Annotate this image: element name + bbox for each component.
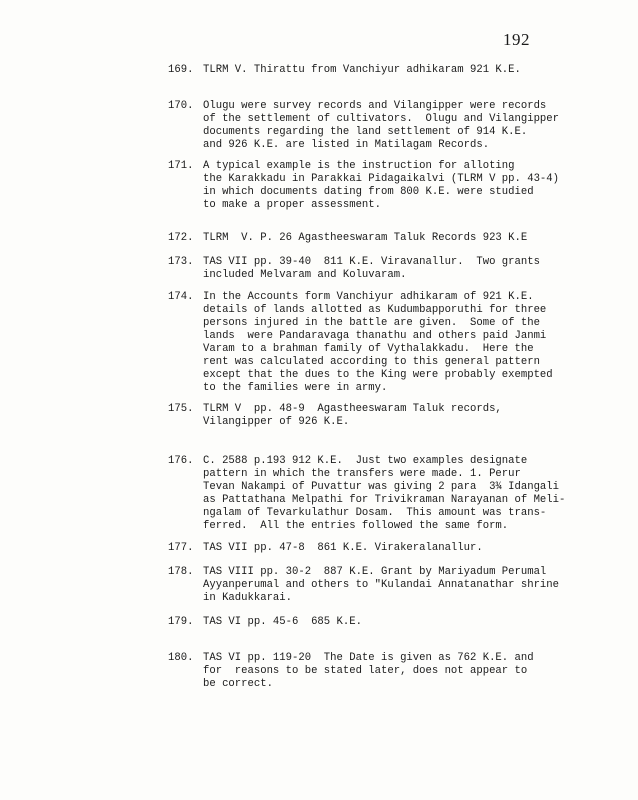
note-line: TLRM V pp. 48-9 Agastheeswaram Taluk records, (203, 403, 502, 415)
note-line: TLRM V. Thirattu from Vanchiyur adhikaram 921 K.E. (203, 64, 521, 76)
note-text (203, 652, 603, 691)
note-line: to the families were in army. (203, 382, 388, 394)
note-number: 176. (168, 455, 194, 467)
note-line: rent was calculated according to this general pattern (203, 356, 540, 368)
note-line: be correct. (203, 678, 273, 690)
note-line: TAS VIII pp. 30-2 887 K.E. Grant by Mariyadum Perumal (203, 566, 547, 578)
note-number: 172. (168, 232, 194, 244)
note-line: lands were Pandaravaga thanathu and others paid Janmi (203, 330, 547, 342)
note-line: and 926 K.E. are listed in Matilagam Records. (203, 139, 490, 151)
note-number: 179. (168, 616, 194, 628)
note-text (203, 256, 603, 282)
note-text (203, 291, 603, 395)
note-line: ngalam of Tevarkulathur Dosam. This amount was trans- (203, 507, 547, 519)
note-text (203, 160, 603, 212)
note-number: 174. (168, 291, 194, 303)
note-line: Vilangipper of 926 K.E. (203, 416, 350, 428)
note-line: of the settlement of cultivators. Olugu and Vilangipper (203, 113, 560, 125)
note-line: C. 2588 p.193 912 K.E. Just two examples designate (203, 455, 528, 467)
note-text (203, 232, 603, 245)
note-line: TLRM V. P. 26 Agastheeswaram Taluk Records 923 K.E (203, 232, 528, 244)
note-line: in which documents dating from 800 K.E. were studied (203, 186, 534, 198)
note-line: details of lands allotted as Kudumbapporuthi for three (203, 304, 547, 316)
note-line: In the Accounts form Vanchiyur adhikaram of 921 K.E. (203, 291, 534, 303)
note-line: TAS VII pp. 47-8 861 K.E. Virakeralanallur. (203, 542, 483, 554)
note-line: persons injured in the battle are given. Some of the (203, 317, 540, 329)
note-text (203, 403, 603, 429)
note-line: TAS VII pp. 39-40 811 K.E. Viravanallur. Two grants (203, 256, 540, 268)
note-line: pattern in which the transfers were made. 1. Perur (203, 468, 521, 480)
note-line: included Melvaram and Koluvaram. (203, 269, 407, 281)
note-line: ferred. All the entries followed the same form. (203, 520, 509, 532)
note-text (203, 542, 603, 555)
note-number: 175. (168, 403, 194, 415)
note-number: 169. (168, 64, 194, 76)
note-text (203, 100, 603, 152)
note-line: Tevan Nakampi of Puvattur was giving 2 para 3¾ Idangali (203, 481, 560, 493)
note-line: TAS VI pp. 45-6 685 K.E. (203, 616, 362, 628)
note-line: Varam to a brahman family of Vythalakkadu. Here the (203, 343, 534, 355)
note-text (203, 64, 603, 77)
note-line: except that the dues to the King were probably exempted (203, 369, 553, 381)
note-line: to make a proper assessment. (203, 199, 382, 211)
note-number: 177. (168, 542, 194, 554)
note-number: 171. (168, 160, 194, 172)
note-number: 170. (168, 100, 194, 112)
note-text (203, 616, 603, 629)
note-line: TAS VI pp. 119-20 The Date is given as 762 K.E. and (203, 652, 534, 664)
note-line: as Pattathana Melpathi for Trivikraman Narayanan of Meli- (203, 494, 566, 506)
note-text (203, 455, 603, 533)
note-line: A typical example is the instruction for alloting (203, 160, 515, 172)
note-number: 178. (168, 566, 194, 578)
note-number: 173. (168, 256, 194, 268)
note-line: Olugu were survey records and Vilangipper were records (203, 100, 547, 112)
note-line: documents regarding the land settlement of 914 K.E. (203, 126, 528, 138)
note-number: 180. (168, 652, 194, 664)
note-line: for reasons to be stated later, does not appear to (203, 665, 528, 677)
page-number: 192 (503, 30, 530, 49)
note-line: Ayyanperumal and others to "Kulandai Annatanathar shrine (203, 579, 560, 591)
note-line: in Kadukkarai. (203, 592, 293, 604)
note-line: the Karakkadu in Parakkai Pidagaikalvi (TLRM V pp. 43-4) (203, 173, 560, 185)
note-text (203, 566, 603, 605)
